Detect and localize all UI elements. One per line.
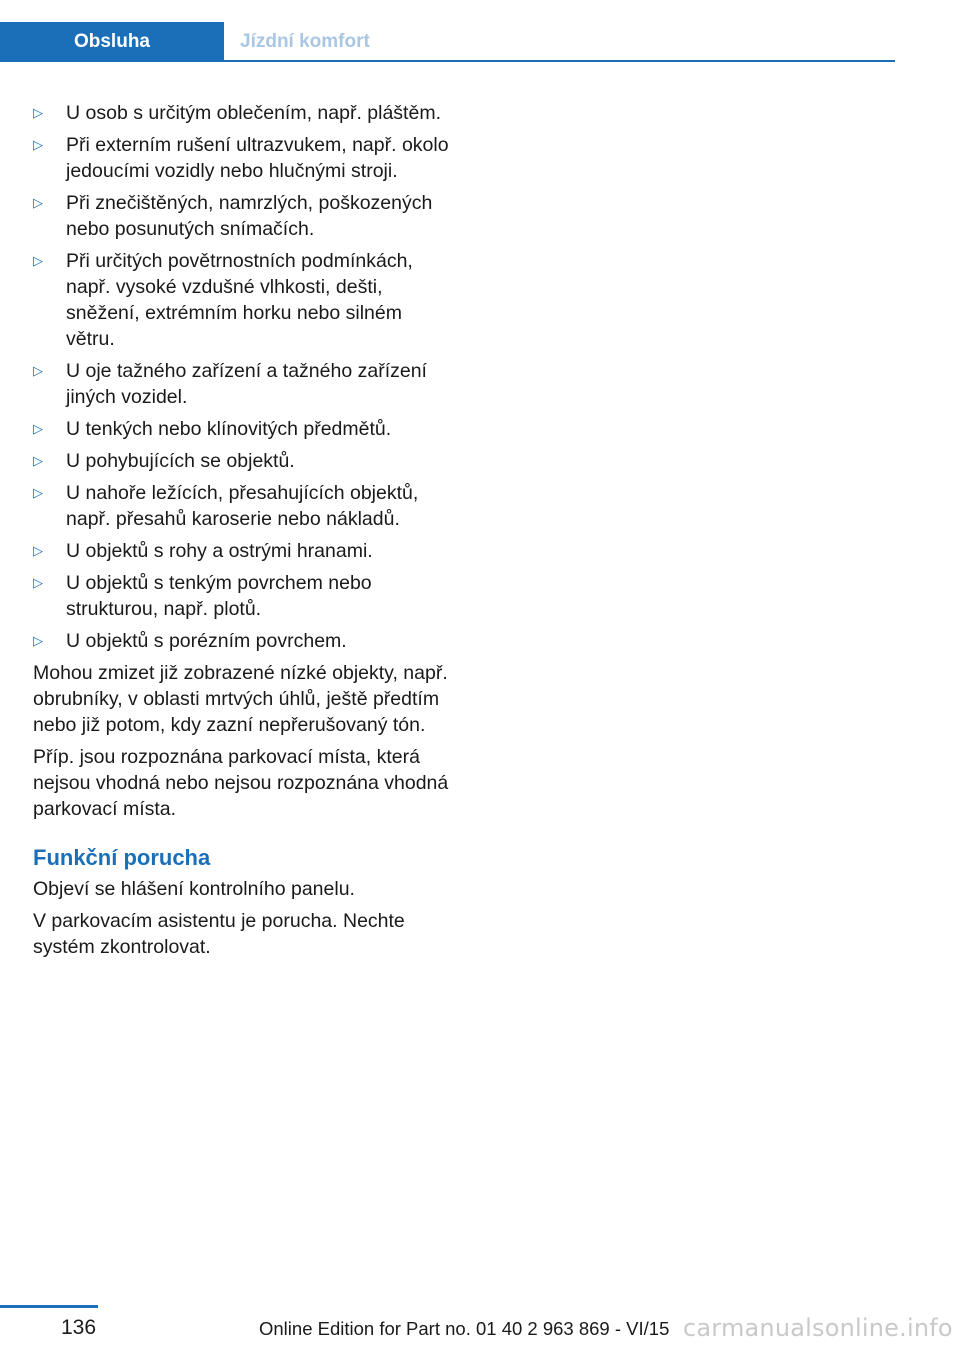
page-number: 136: [61, 1316, 97, 1339]
page-header: [0, 0, 895, 64]
list-item: ▷ Při externím rušení ultrazvukem, např. okolo jedoucími vozidly nebo hlučnými stroji.: [33, 134, 449, 182]
section-paragraph: Objeví se hlášení kontrolního panelu.: [33, 878, 355, 900]
triangle-right-icon: ▷: [33, 633, 43, 648]
body-paragraph: Příp. jsou rozpoznána parkovací místa, která nejsou vhodná nebo nejsou rozpoznána vhodná parkovací místa.: [33, 746, 449, 820]
list-item: ▷ U nahoře ležících, přesahujících objektů, např. přesahů karoserie nebo nákladů.: [33, 482, 419, 530]
list-item: ▷ Při určitých povětrnostních podmínkách, např. vysoké vzdušné vlhkosti, dešti, sněžení, extrémním horku nebo silném větru.: [33, 250, 413, 350]
list-item: ▷ U tenkých nebo klínovitých předmětů.: [33, 418, 392, 440]
limitations-list: [33, 100, 453, 654]
triangle-right-icon: ▷: [33, 195, 43, 210]
main-content: [33, 100, 453, 966]
footer-divider: [0, 1305, 98, 1308]
list-item: ▷ U objektů s rohy a ostrými hranami.: [33, 540, 373, 562]
edition-note: Online Edition for Part no. 01 40 2 963 869 - VI/15: [259, 1318, 670, 1339]
tab-obsluha[interactable]: Obsluha: [0, 22, 224, 62]
section-title: Funkční porucha: [33, 845, 211, 870]
tab-jizdni-komfort[interactable]: Jízdní komfort: [240, 31, 370, 52]
triangle-right-icon: ▷: [33, 421, 43, 436]
triangle-right-icon: ▷: [33, 137, 43, 152]
list-item: ▷ U oje tažného zařízení a tažného zařízení jiných vozidel.: [33, 360, 427, 408]
list-item: ▷ U osob s určitým oblečením, např. pláštěm.: [33, 102, 441, 124]
watermark: carmanualsonline.info: [683, 1314, 953, 1342]
triangle-right-icon: ▷: [33, 453, 43, 468]
list-item: ▷ U pohybujících se objektů.: [33, 450, 295, 472]
body-paragraph: Mohou zmizet již zobrazené nízké objekty, např. obrubníky, v oblasti mrtvých úhlů, ještě předtím nebo již potom, kdy zazní nepřerušovaný tón.: [33, 662, 448, 736]
triangle-right-icon: ▷: [33, 253, 43, 268]
triangle-right-icon: ▷: [33, 105, 43, 120]
header-divider: [0, 60, 895, 62]
triangle-right-icon: ▷: [33, 485, 43, 500]
triangle-right-icon: ▷: [33, 575, 43, 590]
list-item: ▷ U objektů s porézním povrchem.: [33, 630, 347, 652]
list-item: ▷ Při znečištěných, namrzlých, poškozených nebo posunutých snímačích.: [33, 192, 433, 240]
list-item: ▷ U objektů s tenkým povrchem nebo strukturou, např. plotů.: [33, 572, 372, 620]
triangle-right-icon: ▷: [33, 543, 43, 558]
section-paragraph: V parkovacím asistentu je porucha. Nechte systém zkontrolovat.: [33, 910, 405, 958]
triangle-right-icon: ▷: [33, 363, 43, 378]
